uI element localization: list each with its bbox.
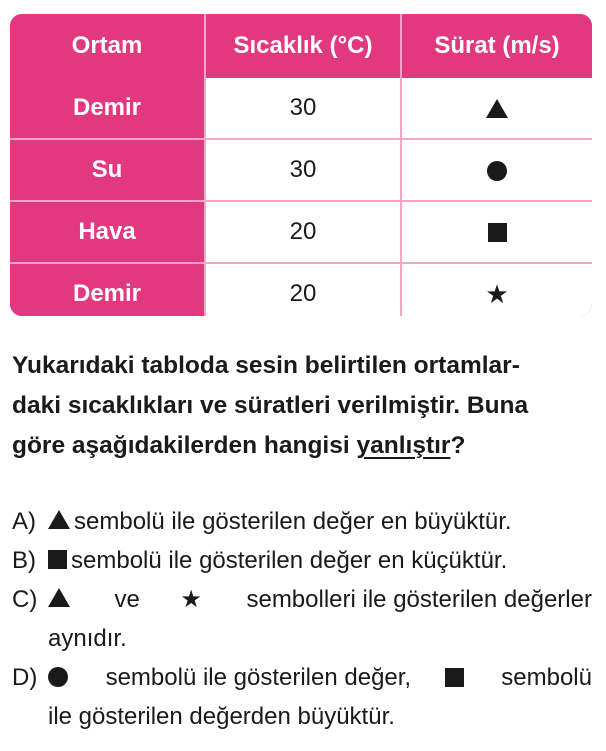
- question-text: [12, 346, 592, 466]
- option-letter: D): [12, 664, 38, 691]
- option-text: sembolü ile gösterilen değer en büyüktür.: [74, 508, 512, 535]
- row-medium: Su: [10, 138, 204, 200]
- option-d[interactable]: [12, 658, 592, 736]
- option-text-2: sembolü: [501, 664, 592, 691]
- option-letter: C): [12, 586, 38, 613]
- row-medium: Hava: [10, 200, 204, 262]
- triangle-icon: [48, 510, 70, 529]
- question-line-3: [12, 426, 592, 466]
- option-d-first: [12, 658, 72, 697]
- circle-icon: [487, 161, 507, 181]
- question-emphasis: yanlıştır: [356, 432, 451, 459]
- option-text-continuation: aynıdır.: [48, 625, 127, 652]
- table-header-row: [10, 14, 592, 78]
- answer-options: [12, 502, 592, 736]
- row-speed: [400, 138, 592, 200]
- question-line-3-start: göre aşağıdakilerden hangisi: [12, 432, 357, 459]
- row-speed: [400, 78, 592, 138]
- row-temperature: 30: [204, 78, 400, 138]
- data-table-container: [10, 14, 592, 316]
- option-c-and: ve: [114, 586, 140, 613]
- option-letter: B): [12, 547, 36, 574]
- square-icon: [488, 223, 507, 242]
- option-letter: A): [12, 508, 36, 535]
- option-b[interactable]: [12, 541, 592, 580]
- question-mark: ?: [450, 432, 466, 459]
- option-text-continuation: ile gösterilen değerden büyüktür.: [48, 703, 395, 730]
- triangle-icon: [48, 588, 70, 607]
- option-text: sembolü ile gösterilen değer,: [105, 664, 412, 691]
- header-speed: Sürat (m/s): [400, 14, 592, 78]
- table-row: [10, 78, 592, 138]
- triangle-icon: [486, 99, 508, 118]
- option-c-first: [12, 580, 74, 619]
- header-temperature: Sıcaklık (°C): [204, 14, 400, 78]
- row-temperature: 20: [204, 200, 400, 262]
- square-icon: [48, 550, 67, 569]
- row-medium: Demir: [10, 78, 204, 138]
- table-row: [10, 138, 592, 200]
- option-text: sembolü ile gösterilen değer en küçüktür.: [71, 547, 508, 574]
- option-a[interactable]: [12, 502, 592, 541]
- table-row: [10, 200, 592, 262]
- sound-speed-table: [10, 14, 592, 316]
- row-temperature: 30: [204, 138, 400, 200]
- row-speed: [400, 262, 592, 316]
- header-medium: Ortam: [10, 14, 204, 78]
- question-line-2: daki sıcaklıkları ve süratleri verilmiştir. Buna: [12, 392, 529, 419]
- row-speed: [400, 200, 592, 262]
- row-medium: Demir: [10, 262, 204, 316]
- option-c[interactable]: [12, 580, 592, 658]
- row-temperature: 20: [204, 262, 400, 316]
- circle-icon: [48, 667, 68, 687]
- star-icon: ★: [485, 279, 509, 310]
- table-row: [10, 262, 592, 316]
- question-line-1: Yukarıdaki tabloda sesin belirtilen ortamlar-: [12, 352, 520, 379]
- square-icon: [445, 668, 464, 687]
- option-text: sembolleri ile gösterilen değerler: [246, 586, 592, 613]
- star-icon: ★: [180, 585, 202, 613]
